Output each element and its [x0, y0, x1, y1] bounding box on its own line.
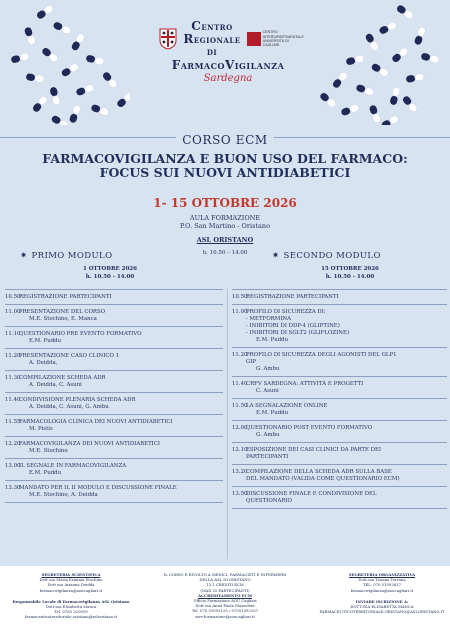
capsule-icon — [391, 47, 409, 64]
venue-address: P.O. San Martino - Oristano — [180, 222, 270, 230]
footer-heading: INVIARE ISCRIZIONE A: — [355, 598, 409, 604]
speaker-names: E.M. Puddu — [256, 337, 289, 343]
speaker-names: G. Ambu — [256, 366, 280, 372]
module1-title: PRIMO MODULO — [31, 251, 113, 261]
schedule-time: 13.50 — [232, 491, 248, 497]
footer-heading: SEGRETERIA ORGANIZZATIVA — [348, 572, 416, 577]
schedule-item — [5, 327, 223, 348]
organizer-asl: ASL ORISTANO — [196, 236, 254, 244]
schedule-time: 12.10 — [232, 447, 248, 453]
university-emblem-icon — [247, 32, 261, 46]
schedule-item — [5, 290, 223, 304]
speaker-names: G. Ambu — [256, 432, 280, 438]
schedule-time: 11.20 — [5, 353, 21, 359]
schedule-description: DEL MANDATO (VALIDA COME QUESTIONARIO ECM) — [246, 476, 400, 482]
footer-line: Dott.ssa Anna Paola Mazzoleni — [195, 603, 255, 609]
schedule-time: 11.40 — [5, 397, 21, 403]
capsule-icon — [116, 92, 130, 109]
schedule-item — [232, 443, 447, 464]
capsule-icon — [50, 114, 69, 125]
venue — [0, 214, 450, 230]
speaker-names: E.M. Puddu — [256, 410, 289, 416]
logo-wordmark-line4 — [148, 59, 308, 71]
schedule-time: 11.55 — [5, 419, 21, 425]
schedule-description: PARTECIPANTI — [246, 454, 289, 460]
capsule-icon — [32, 95, 49, 113]
module2-day: 15 OTTOBRE 2026 — [321, 266, 379, 272]
capsule-icon — [406, 73, 425, 83]
footer-line: 13,1 CREDITI ECM — [206, 582, 244, 588]
title-line: FOCUS SUI NUOVI ANTIDIABETICI — [99, 165, 351, 180]
row-divider — [5, 502, 223, 503]
footer-line: IL CORSO È RIVOLTO A MEDICI, FARMACISTI E INFERMIERI — [163, 572, 287, 577]
schedule-item — [5, 459, 223, 480]
course-dates: 1- 15 OTTOBRE 2026 — [153, 196, 297, 210]
schedule-description: ESPOSIZIONE DEI CASI CLINICI DA PARTE DEI — [246, 447, 382, 453]
schedule-description: IL SEGNALE IN FARMACOVIGILANZA — [19, 463, 127, 469]
schedule-description: COMPILAZIONE SCHEDA ADR — [19, 375, 106, 381]
footer-heading: SEGRETERIA SCIENTIFICA — [41, 572, 101, 577]
schedule-description: REGISTRAZIONE PARTECIPANTI — [19, 294, 112, 300]
capsule-icon — [396, 4, 415, 20]
schedule-item — [5, 415, 223, 436]
schedule-description: QUESTIONARIO PRE EVENTO FORMATIVO — [19, 331, 142, 337]
schedule-time: 11.50 — [232, 403, 248, 409]
capsule-icon — [340, 104, 359, 117]
course-title — [0, 152, 450, 180]
capsule-icon — [402, 95, 419, 113]
capsule-icon — [24, 26, 37, 45]
university-name: CENTRO INTERDIPARTIMENTALE UNIVERSITÀ DI CAGLIARI — [262, 30, 304, 48]
capsule-icon — [378, 21, 397, 35]
venue-room: AULA FORMAZIONE — [189, 214, 261, 222]
logo-letter: V — [224, 58, 235, 72]
speaker-names: M.E. Stochino — [29, 448, 68, 454]
schedule-description: DISCUSSIONE FINALE E CONDIVISIONE DEL — [246, 491, 377, 497]
schedule-time: 13.20 — [232, 469, 248, 475]
schedule-time: 13.30 — [5, 485, 21, 491]
speaker-names: A. Deidda, — [29, 360, 58, 366]
schedule-description: PRESENTAZIONE CASO CLINICO 1 — [19, 353, 120, 359]
schedule-item — [232, 399, 447, 420]
module2-title: SECONDO MODULO — [283, 251, 381, 261]
capsule-icon — [370, 62, 389, 77]
capsule-icon — [26, 73, 45, 83]
schedule-item — [232, 290, 447, 304]
speaker-names: M. Pistis — [29, 426, 53, 432]
schedule-time: 11.00 — [5, 309, 21, 315]
schedule-time: 11.20 — [232, 352, 248, 358]
schedule-description: PROFILO DI SICUREZZA DI: — [246, 309, 326, 315]
footer-line: farmacovigilanza@aoucagliari.it — [350, 587, 414, 593]
schedule-item — [232, 465, 447, 486]
schedule-item — [5, 349, 223, 370]
schedule-time: 12.20 — [5, 441, 21, 447]
logo-wordmark — [183, 20, 240, 58]
logo-letter: R — [183, 32, 194, 46]
schedule-description: LA SEGNALAZIONE ONLINE — [246, 403, 328, 409]
schedule-description: QUESTIONARIO — [246, 498, 292, 504]
footer-line: Dott.ssa Arianna Deidda — [47, 582, 95, 588]
schedule-description: - INIBITORI DI SGLT2 (GLIFLOZINE) — [246, 330, 350, 336]
module1-hours: h. 10.50 - 14.00 — [85, 274, 135, 280]
capsule-icon — [355, 84, 374, 97]
schedule-item — [232, 348, 447, 376]
footer-ecm-accreditation — [150, 572, 300, 619]
capsule-icon — [60, 62, 79, 77]
organization-logo — [148, 20, 308, 84]
schedule-item — [5, 437, 223, 458]
speaker-names: M.E. Stochino, A. Deidda — [29, 492, 98, 498]
capsule-icon — [10, 52, 29, 63]
module2-heading — [272, 251, 381, 261]
column-divider — [227, 289, 228, 559]
schedule-description: REGISTRAZIONE PARTECIPANTI — [246, 294, 339, 300]
capsule-icon — [90, 104, 109, 117]
logo-word: armaco — [180, 58, 225, 72]
schedule-description: QUESTIONARIO POST EVENTO FORMATIVO — [246, 425, 373, 431]
speaker-names: E.M. Puddu — [29, 338, 62, 344]
schedule-time: 11.40 — [232, 381, 248, 387]
schedule-description: PROFILO DI SICUREZZA DEGLI AGONISTI DEL GLP1 — [246, 352, 397, 358]
logo-word: entro — [201, 21, 233, 33]
footer-line: farmaceuticaterritoriale.oristano@aslsristano.it — [24, 614, 118, 620]
university-logo — [247, 30, 304, 48]
module2-date — [300, 265, 400, 281]
footer-heading: Responsabile Locale di Farmacovigilanza ASL Oristano — [12, 598, 130, 604]
capsule-icon — [345, 54, 364, 65]
capsule-icon — [49, 86, 60, 105]
star-icon: ✷ — [20, 251, 28, 261]
capsule-icon — [389, 86, 400, 105]
footer-line: (MAX 25 PARTECIPANTI) — [200, 587, 250, 593]
speaker-names: A. Deidda, C. Asuni — [29, 382, 82, 388]
capsules-illustration-left — [0, 0, 130, 125]
schedule-description: FARMACOVIGILANZA DEI NUOVI ANTIDIABETICI — [19, 441, 161, 447]
course-type: CORSO ECM — [176, 133, 274, 147]
module1-heading — [20, 251, 112, 261]
schedule-time: 13.00 — [5, 463, 21, 469]
schedule-item — [232, 305, 447, 347]
module2-hours: h. 10.50 - 14.00 — [325, 274, 375, 280]
schedule-time: 11.00 — [232, 309, 248, 315]
footer-line: Dott.ssa Tiziana Terrana — [358, 577, 406, 583]
schedule-time: 10.50 — [232, 294, 248, 300]
schedule-description: - INIBITORI DI DDP-4 (GLIPTINE) — [246, 323, 340, 329]
course-label — [0, 129, 450, 148]
capsule-icon — [69, 104, 82, 123]
schedule-description: FARMACOLOGIA CLINICA DEI NUOVI ANTIDIABETICI — [19, 419, 173, 425]
capsule-icon — [85, 54, 104, 65]
schedule-item — [5, 481, 223, 502]
footer — [0, 566, 450, 636]
schedule-description: MANDATO PER IL II MODULO E DISCUSSIONE FINALE — [19, 485, 177, 491]
schedule-item — [5, 393, 223, 414]
logo-subtitle: Sardegna — [203, 73, 253, 84]
footer-line: DOTT.SSA ELISABETTA MANCA — [350, 604, 414, 610]
speaker-names: E.M. Puddu — [29, 470, 62, 476]
schedule-time: 11.30 — [5, 375, 21, 381]
logo-word: igilanza — [234, 58, 285, 72]
schedule-item — [232, 377, 447, 398]
module1-day: 1 OTTOBRE 2026 — [83, 266, 137, 272]
footer-line: serv.formazione@aoucagliari.it — [195, 613, 255, 619]
footer-line: Dott.ssa Maria Erminia Stochino — [39, 577, 103, 583]
schedule-time: 12.00 — [232, 425, 248, 431]
capsule-icon — [52, 21, 71, 35]
module1-date — [60, 265, 160, 281]
footer-line: Ufficio Formazione AOU Cagliari — [193, 598, 257, 604]
capsules-illustration-right — [320, 0, 450, 125]
speaker-names: M.E. Stochino, E. Manca — [29, 316, 97, 322]
footer-heading: ACCREDITAMENTO ECM — [198, 592, 252, 598]
schedule-item — [232, 421, 447, 442]
schedule-item — [5, 371, 223, 392]
capsule-icon — [102, 71, 119, 89]
capsule-icon — [420, 52, 439, 63]
row-divider — [232, 508, 447, 509]
logo-word: egionale — [193, 34, 241, 46]
footer-line: Tel. 0783 320019 — [54, 609, 88, 615]
capsule-icon — [75, 84, 94, 97]
star-icon: ✷ — [272, 251, 280, 261]
capsule-icon — [380, 114, 399, 125]
schedule-item — [232, 487, 447, 508]
schedule-description: - METFORMINA — [246, 316, 292, 322]
capsule-icon — [320, 92, 337, 109]
schedule-description: PRESENTAZIONE DEL CORSO — [19, 309, 106, 315]
footer-line: Dott.ssa Elisabetta Manca — [45, 604, 97, 610]
sardinia-shield-icon — [159, 28, 177, 50]
module1-schedule — [5, 289, 223, 503]
capsule-icon — [70, 32, 85, 51]
speaker-names: C. Asuni — [256, 388, 279, 394]
capsule-icon — [364, 32, 379, 51]
schedule-description: CRFV SARDEGNA: ATTIVITÀ E PROGETTI — [246, 381, 364, 387]
course-hours: h. 10.50 – 14.00 — [202, 250, 248, 256]
schedule-item — [5, 305, 223, 326]
footer-line: farmacovigilanza@aoucagliari.it — [39, 587, 103, 593]
logo-letter: F — [171, 58, 181, 72]
module2-schedule — [232, 289, 447, 509]
footer-organizing-secretariat — [318, 572, 446, 614]
footer-line: Tel. 070 51092155 / 07051092157 — [191, 608, 259, 614]
logo-word: di — [206, 46, 218, 58]
schedule-description: CONDIVISIONE PLENARIA SCHEDA ADR — [19, 397, 136, 403]
capsule-icon — [36, 4, 55, 20]
speaker-names: A. Deidda, C. Asuni, G. Ambu — [29, 404, 109, 410]
capsule-icon — [369, 104, 382, 123]
schedule-time: 11.10 — [5, 331, 21, 337]
schedule-description: GIP — [246, 359, 257, 365]
footer-line: FARMACEUTICOTERRITORIALE.ORISTANO@ASLORISTANO.IT — [319, 609, 445, 615]
footer-scientific-secretariat — [6, 572, 136, 620]
capsule-icon — [41, 47, 59, 64]
title-line: FARMACOVIGILANZA E BUON USO DEL FARMACO: — [42, 151, 408, 166]
footer-line: TEL. 070 51092637 — [362, 582, 402, 588]
capsule-icon — [332, 71, 349, 89]
footer-line: DELLA ASL DI ORISTANO — [199, 577, 251, 583]
logo-letter: C — [191, 19, 202, 33]
schedule-time: 10.50 — [5, 294, 21, 300]
capsule-icon — [414, 26, 427, 45]
schedule-description: COMPILAZIONE DELLA SCHEDA ADR SULLA BASE — [246, 469, 392, 475]
